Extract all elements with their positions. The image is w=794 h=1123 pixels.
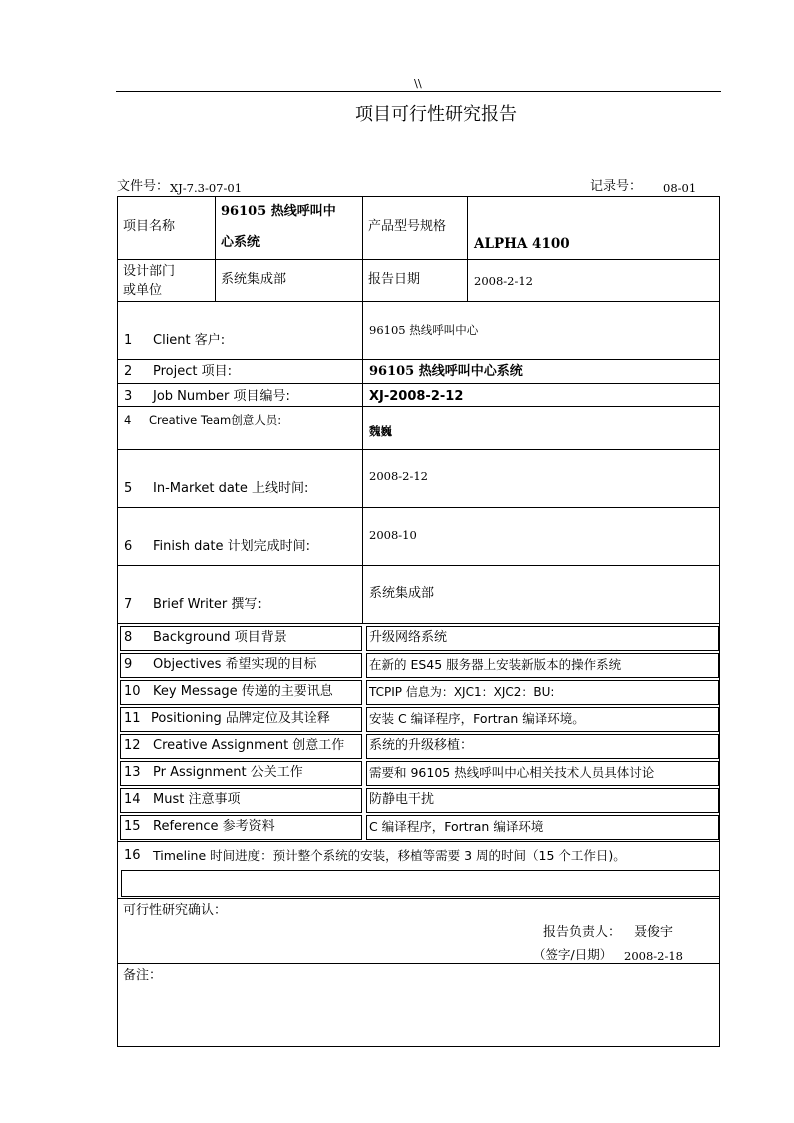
row-divider <box>117 383 720 384</box>
item-number: 5 <box>124 481 133 496</box>
project-name-label: 项目名称 <box>123 219 176 234</box>
sign-date: 2008-2-18 <box>624 949 683 963</box>
item-value: C 编译程序，Fortran 编译环境 <box>369 819 544 834</box>
item-label: Finish date 计划完成时间: <box>153 539 310 554</box>
item-label: Creative Team创意人员: <box>149 413 282 427</box>
remarks-label: 备注： <box>123 968 163 983</box>
project-name-line2: 心系统 <box>221 235 261 250</box>
item-value: 安装 C 编译程序，Fortran 编译环境。 <box>369 711 585 726</box>
sign-label: （签字/日期） <box>533 947 613 962</box>
row-divider <box>117 565 720 566</box>
item-value: 96105 热线呼叫中心系统 <box>369 364 523 379</box>
model-label: 产品型号规格 <box>368 219 447 234</box>
dept-label-line2: 或单位 <box>123 283 163 298</box>
item-number: 10 <box>124 684 141 699</box>
item-label: Must 注意事项 <box>153 792 241 807</box>
row-divider <box>117 449 720 450</box>
table-top-border <box>117 196 720 197</box>
row-divider <box>117 406 720 407</box>
table-left-border <box>117 196 118 1047</box>
col-divider <box>467 196 468 301</box>
item-number: 3 <box>124 389 133 404</box>
item-value: 在新的 ES45 服务器上安装新版本的操作系统 <box>369 657 622 672</box>
item-value: 系统集成部 <box>369 586 435 601</box>
item-number: 4 <box>124 413 132 427</box>
dept-label-line1: 设计部门 <box>123 264 176 279</box>
report-owner-name: 聂俊宇 <box>634 925 674 940</box>
item-label: Project 项目: <box>153 364 232 379</box>
project-name-line1: 96105 热线呼叫中 <box>221 204 336 219</box>
timeline-number: 16 <box>124 848 141 863</box>
item-value: 2008-10 <box>369 528 417 542</box>
item-value: TCPIP 信息为：XJC1：XJC2：BU: <box>369 685 555 699</box>
doc-number: XJ-7.3-07-01 <box>170 181 243 195</box>
col-divider <box>362 301 363 623</box>
item-number: 2 <box>124 364 133 379</box>
item-number: 13 <box>124 765 141 780</box>
item-number: 14 <box>124 792 141 807</box>
item-number: 12 <box>124 738 141 753</box>
item-number: 11 <box>124 711 141 726</box>
row-divider <box>117 898 720 899</box>
item-number: 6 <box>124 539 133 554</box>
item-value: 96105 热线呼叫中心 <box>369 323 479 337</box>
item-label: Job Number 项目编号: <box>153 389 290 404</box>
item-value: 系统的升级移植： <box>369 738 474 753</box>
item-value: XJ-2008-2-12 <box>369 389 464 404</box>
item-number: 15 <box>124 819 141 834</box>
header-mark: \\ <box>414 76 422 90</box>
doc-number-label: 文件号： <box>117 179 170 194</box>
item-label: Pr Assignment 公关工作 <box>153 765 303 780</box>
item-number: 1 <box>124 333 133 348</box>
item-number: 8 <box>124 630 133 645</box>
item-value: 2008-2-12 <box>369 469 428 483</box>
row-divider <box>117 259 720 260</box>
item-label: Client 客户: <box>153 333 226 348</box>
dept-value: 系统集成部 <box>221 272 287 287</box>
item-label: Key Message 传递的主要讯息 <box>153 684 333 699</box>
item-label: Brief Writer 撰写: <box>153 597 262 612</box>
row-divider <box>117 507 720 508</box>
item-value: 防静电干扰 <box>369 792 435 807</box>
row-divider <box>117 301 720 302</box>
empty-cell <box>121 870 720 897</box>
row-divider <box>117 841 720 842</box>
confirm-label: 可行性研究确认： <box>123 903 228 918</box>
item-value: 魏巍 <box>369 424 392 438</box>
item-number: 9 <box>124 657 133 672</box>
table-right-border <box>719 196 720 1047</box>
record-number: 08-01 <box>663 181 697 195</box>
col-divider <box>215 196 216 301</box>
item-label: Background 项目背景 <box>153 630 287 645</box>
record-number-label: 记录号： <box>590 179 643 194</box>
model-value: ALPHA 4100 <box>474 236 570 252</box>
row-divider <box>117 359 720 360</box>
header-rule <box>116 91 721 92</box>
item-value: 升级网络系统 <box>369 630 448 645</box>
table-bottom-border <box>117 1046 720 1047</box>
item-label: Reference 参考资料 <box>153 819 275 834</box>
item-label: Positioning 品牌定位及其诠释 <box>151 711 330 726</box>
timeline-text: Timeline 时间进度：预计整个系统的安装，移植等需要 3 周的时间（15 个工作日)。 <box>153 848 626 863</box>
row-divider <box>117 623 720 624</box>
report-date-value: 2008-2-12 <box>474 274 533 288</box>
report-date-label: 报告日期 <box>368 272 421 287</box>
row-divider <box>117 963 720 964</box>
page-title: 项目可行性研究报告 <box>355 104 517 125</box>
item-number: 7 <box>124 597 133 612</box>
item-label: Creative Assignment 创意工作 <box>153 738 345 753</box>
col-divider <box>362 196 363 301</box>
report-owner-label: 报告负责人： <box>543 925 622 940</box>
item-value: 需要和 96105 热线呼叫中心相关技术人员具体讨论 <box>369 765 655 780</box>
item-label: Objectives 希望实现的目标 <box>153 657 317 672</box>
item-label: In-Market date 上线时间: <box>153 481 309 496</box>
